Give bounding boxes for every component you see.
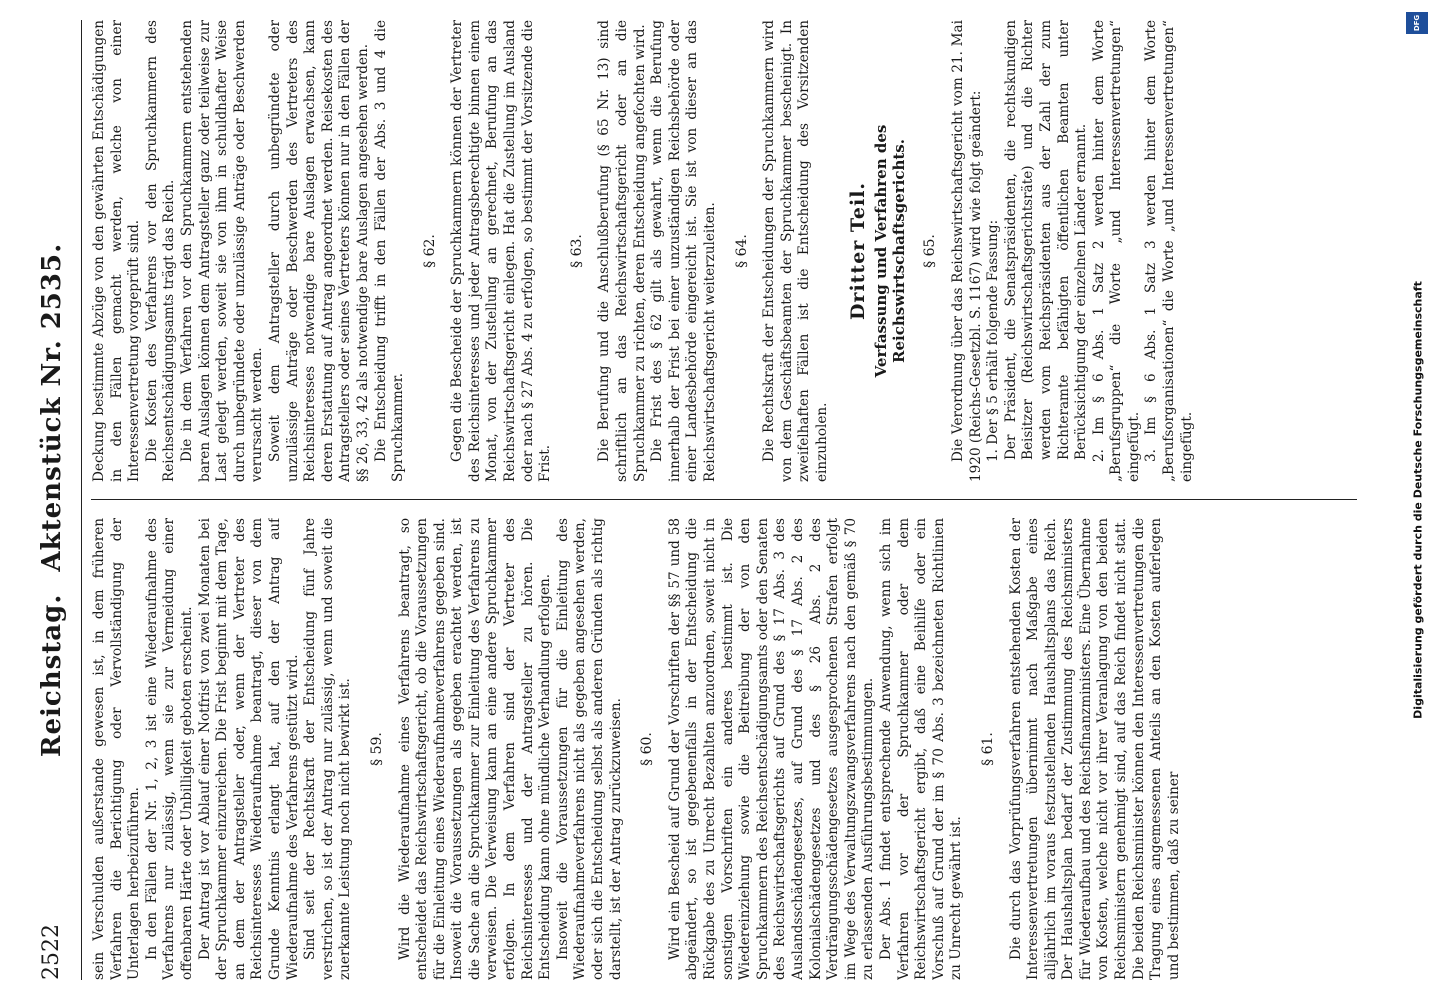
page-number: 2522 — [39, 924, 64, 980]
list-item: 1. Der § 5 erhält folgende Fassung: — [985, 219, 1002, 462]
paragraph: Der Abs. 1 findet entsprechende Anwendung, wenn sich im Verfahren vor der Spruchkammer oder dem Reichswirtschaftsgericht ergibt, daß eine Beihilfe oder ein Vorschuß auf Grund der im § 70 Abs. 3 bezeichneten Richtlinien zu Unrecht gewährt ist. — [877, 518, 965, 980]
section-heading: § 65. — [922, 234, 939, 268]
paragraph: Wird die Wiederaufnahme eines Verfahrens beantragt, so entscheidet das Reichswirtschaftsgericht, ob die Voraussetzungen für die Einleitung eines Wiederaufnahmeverfahrens gegeben sind. Insoweit die Voraussetzungen als gegeben erachtet werden, ist die Sache an die Spruchkammer zur Einleitung des Verfahrens zu verweisen. Die Verweisung kann an eine andere Spruchkammer erfolgen. In dem Verfahren sind der Vertreter des Reichsinteresses und der Antragsteller zu hören. Die Entscheidung kann ohne mündliche Verhandlung erfolgen. — [396, 518, 554, 980]
paragraph: Die Verordnung über das Reichswirtschaftsgericht vom 21. Mai 1920 (Reichs-Gesetzbl. S. 1167) wird wie folgt geändert: — [949, 20, 984, 482]
section-heading: § 63. — [568, 234, 585, 268]
part-heading: Dritter Teil. — [846, 181, 869, 321]
header-title: Aktenstück Nr. 2535. — [37, 242, 67, 572]
column-divider — [91, 499, 1357, 500]
rotated-document-page — [37, 20, 1377, 980]
dfg-logo-icon: DFG — [1406, 12, 1428, 34]
paragraph: Die Rechtskraft der Entscheidungen der Spruchkammern wird von dem Geschäftsbeamten der Spruchkammer bescheinigt. In zweifelhaften Fällen ist die Entscheidung des Vorsitzenden einzuholen. — [761, 20, 830, 482]
section-heading: § 64. — [733, 234, 750, 268]
section-heading: § 60. — [639, 732, 656, 766]
paragraph: In den Fällen der Nr. 1, 2, 3 ist eine Wiederaufnahme des Verfahrens nur zulässig, wenn sie zur Vermeidung einer offenbaren Härte oder Unbilligkeit geboten erscheint. — [143, 518, 195, 980]
paragraph: Die Frist des § 62 gilt als gewahrt, wenn die Berufung innerhalb der Frist bei einer unzuständigen Reichsbehörde oder einer Landesbehörde eingereicht ist. Sie ist von dieser an das Reichswirtschaftsgericht weiterzuleiten. — [649, 20, 718, 482]
paragraph: Soweit dem Antragsteller durch unbegründete oder unzulässige Anträge oder Beschwerden des Vertreters des Reichsinteresses notwendige bare Auslagen erwachsen, kann deren Erstattung auf Antrag angeordnet werden. Reisekosten des Antragstellers oder seines Vertreters können nur in den Fällen der §§ 26, 33, 42 als notwendige bare Auslagen angesehen werden. — [266, 20, 371, 482]
paragraph: Die Berufung und die Anschlußberufung (§ 65 Nr. 13) sind schriftlich an das Reichswirtschaftsgericht oder an die Spruchkammer zu richten, deren Entscheidung angefochten wird. — [596, 20, 648, 482]
text-columns — [91, 20, 1377, 980]
section-heading: § 61. — [979, 732, 996, 766]
section-heading: § 59. — [368, 732, 385, 766]
digitization-note: Digitalisierung gefördert durch die Deutsche Forschungsgemeinschaft — [1411, 281, 1425, 719]
paragraph: sein Verschulden außerstande gewesen ist, in dem früheren Verfahren die Berichtigung oder Vervollständigung der Unterlagen herbeizuführen. — [91, 518, 143, 980]
right-column — [91, 20, 1377, 482]
section-heading: § 62. — [421, 234, 438, 268]
page-header — [37, 20, 82, 980]
paragraph: Der Antrag ist vor Ablauf einer Notfrist von zwei Monaten bei der Spruchkammer einzureichen. Die Frist beginnt mit dem Tage, an dem der Antragsteller oder, wenn der Vertreter des Reichsinteresses Wiederaufnahme beantragt, dieser von dem Grunde Kenntnis erlangt hat, auf den der Antrag auf Wiederaufnahme des Verfahrens gestützt wird. — [196, 518, 301, 980]
paragraph: Sind seit der Rechtskraft der Entscheidung fünf Jahre verstrichen, so ist der Antrag nur zulässig, wenn und soweit die zuerkannte Leistung noch nicht bewirkt ist. — [302, 518, 354, 980]
amendment-list — [985, 20, 1196, 482]
paragraph: Die Entscheidung trifft in den Fällen der Abs. 3 und 4 die Spruchkammer. — [372, 20, 407, 482]
paragraph: Insoweit die Voraussetzungen für die Einleitung des Wiederaufnahmeverfahrens nicht als gegeben angesehen werden, oder sich die Entscheidung selbst als anderen Gründen als richtig darstellt, ist der Antrag zurückzuweisen. — [554, 518, 624, 980]
list-item: 2. Im § 6 Abs. 1 Satz 2 werden hinter dem Worte „Berufsgruppen“ die Worte „und Interessenvertretungen“ eingefügt. — [1090, 20, 1142, 482]
list-item: 3. Im § 6 Abs. 1 Satz 3 werden hinter dem Worte „Berufsorganisationen“ die Worte „und Interessenvertretungen“ eingefügt. — [1143, 20, 1195, 482]
digitization-sidebar — [1406, 8, 1430, 992]
paragraph: Wird ein Bescheid auf Grund der Vorschriften der §§ 57 und 58 abgeändert, so ist gegebenenfalls in der Entscheidung die Rückgabe des zu Unrecht Bezahlten anzuordnen, soweit nicht in sonstigen Vorschriften ein anderes bestimmt ist. Die Wiedereinziehung sowie die Beitreibung der von den Spruchkammern des Reichsentschädigungsamts oder den Senaten des Reichswirtschaftsgerichts auf Grund des § 17 Abs. 3 des Auslandsschädengesetzes, auf Grund des § 17 Abs. 2 des Kolonialschädengesetzes und des § 26 Abs. 2 des Verdrängungsschädengesetzes ausgesprochenen Strafen erfolgt im Wege des Verwaltungszwangsverfahrens nach den gemäß § 70 zu erlassenden Ausführungsbestimmungen. — [666, 518, 877, 980]
paragraph: Gegen die Bescheide der Spruchkammern können der Vertreter des Reichsinteresses und jeder Antragsberechtigte binnen einem Monat, von der Zustellung an gerechnet, Berufung an das Reichswirtschaftsgericht einlegen. Hat die Zustellung im Ausland oder nach § 27 Abs. 4 zu erfolgen, so bestimmt der Vorsitzende die Frist. — [449, 20, 554, 482]
part-subheading: Verfassung und Verfahren des Reichswirtschaftsgerichts. — [872, 124, 908, 378]
paragraph: Die in dem Verfahren vor den Spruchkammern entstehenden baren Auslagen können dem Antragsteller ganz oder teilweise zur Last gelegt werden, soweit sie von ihm in schuldhafter Weise durch unbegründete oder unzulässige Anträge oder Beschwerden verursacht werden. — [178, 20, 266, 482]
left-column — [91, 518, 1377, 980]
page-title — [37, 20, 67, 980]
paragraph: Deckung bestimmte Abzüge von den gewährten Entschädigungen in den Fällen gemacht werden, welche von einer Interessenvertretung vorgeprüft sind. — [91, 20, 143, 482]
header-left-label: Reichstag. — [37, 593, 67, 758]
paragraph: Die Kosten des Verfahrens vor den Spruchkammern des Reichsentschädigungsamts trägt das Reich. — [143, 20, 178, 482]
paragraph: Die durch das Vorprüfungsverfahren entstehenden Kosten der Interessenvertretungen übernimmt nach Maßgabe eines alljährlich im voraus festzustellenden Haushaltsplans das Reich. Der Haushaltsplan bedarf der Zustimmung des Reichsministers für Wiederaufbau und des Reichsfinanzministers. Eine Übernahme von Kosten, welche nicht vor ihrer Veranlagung von den beiden Reichsministern genehmigt sind, auf das Reich findet nicht statt. Die beiden Reichsminister können den Interessenvertretungen die Tragung eines angemessenen Anteils an den Kosten auferlegen und bestimmen, daß zu seiner — [1007, 518, 1182, 980]
list-item-quote: Der Präsident, die Senatspräsidenten, die rechtskundigen Beisitzer (Reichswirtschaftsgerichtsräte) und die Richter werden vom Reichspräsidenten aus der Zahl der zum Richteramte befähigten öffentlichen Beamten unter Berücksichtigung der einzelnen Länder ernannt. — [1002, 20, 1090, 460]
